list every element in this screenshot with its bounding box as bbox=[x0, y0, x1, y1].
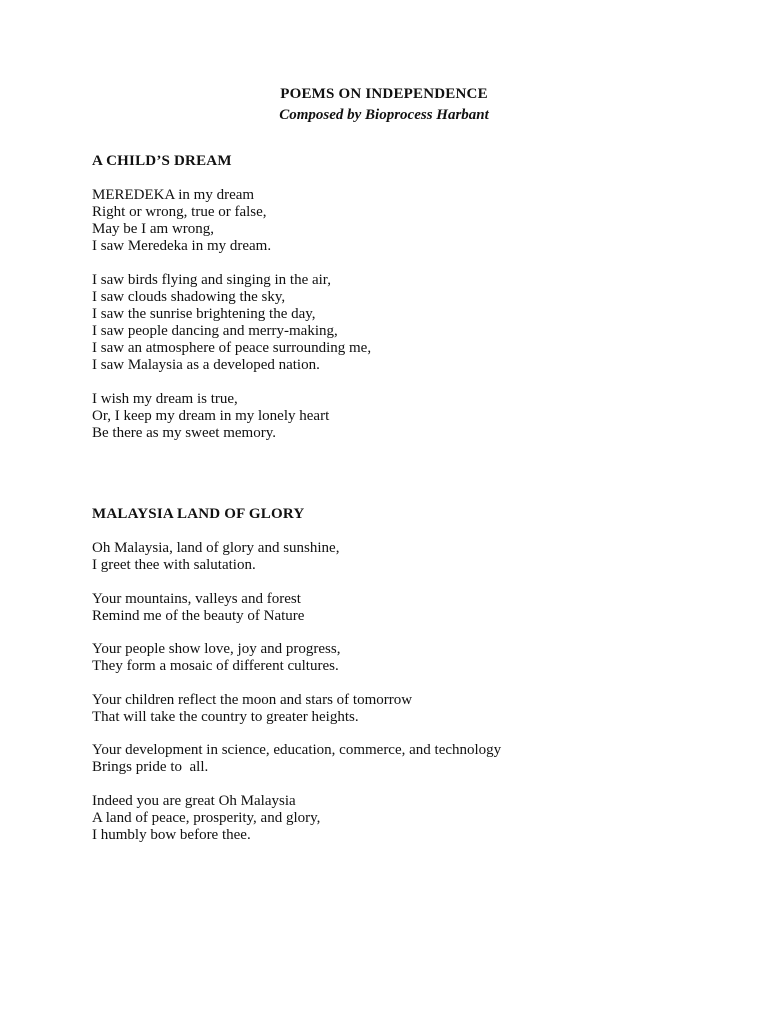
poem-line: MEREDEKA in my dream bbox=[92, 187, 255, 203]
stanza bbox=[92, 272, 712, 374]
poem-line: They form a mosaic of different cultures. bbox=[92, 658, 339, 674]
poem-line: I saw an atmosphere of peace surrounding me, bbox=[92, 340, 372, 356]
stanza bbox=[92, 391, 712, 442]
stanza bbox=[92, 641, 712, 675]
document-header bbox=[0, 84, 768, 125]
poem-line: May be I am wrong, bbox=[92, 221, 215, 237]
poem-malaysia-land-of-glory bbox=[92, 506, 712, 860]
poem-line: I saw the sunrise brightening the day, bbox=[92, 306, 316, 322]
poem-line: Your people show love, joy and progress, bbox=[92, 641, 341, 657]
poem-title: A CHILD’S DREAM bbox=[92, 153, 232, 169]
stanza bbox=[92, 793, 712, 844]
poem-line: Indeed you are great Oh Malaysia bbox=[92, 792, 296, 809]
poem-line: Remind me of the beauty of Nature bbox=[92, 607, 305, 624]
stanza bbox=[92, 742, 712, 776]
poem-childs-dream bbox=[92, 153, 712, 459]
stanza bbox=[92, 187, 712, 255]
poem-line: I saw clouds shadowing the sky, bbox=[92, 289, 286, 305]
poem-line: Be there as my sweet memory. bbox=[92, 425, 276, 441]
poem-line: I saw birds flying and singing in the air, bbox=[92, 272, 331, 288]
poem-line: Oh Malaysia, land of glory and sunshine, bbox=[92, 540, 340, 556]
poem-line: Your development in science, education, commerce, and technology bbox=[92, 742, 502, 758]
poem-line: That will take the country to greater heights. bbox=[92, 708, 359, 725]
stanza bbox=[92, 591, 712, 625]
poem-line: I humbly bow before thee. bbox=[92, 826, 251, 843]
poem-line: Brings pride to all. bbox=[92, 759, 209, 775]
poem-line: Right or wrong, true or false, bbox=[92, 204, 267, 220]
document-subtitle: Composed by Bioprocess Harbant bbox=[279, 107, 489, 123]
poem-line: I wish my dream is true, bbox=[92, 391, 238, 407]
poem-line: I greet thee with salutation. bbox=[92, 557, 256, 573]
poem-title: MALAYSIA LAND OF GLORY bbox=[92, 506, 305, 522]
poem-line: I saw Malaysia as a developed nation. bbox=[92, 357, 320, 373]
poem-line: I saw Meredeka in my dream. bbox=[92, 238, 272, 254]
poem-line: I saw people dancing and merry-making, bbox=[92, 323, 338, 339]
poem-line: Or, I keep my dream in my lonely heart bbox=[92, 408, 330, 424]
stanza bbox=[92, 540, 712, 574]
poem-line: Your mountains, valleys and forest bbox=[92, 590, 301, 607]
poem-line: A land of peace, prosperity, and glory, bbox=[92, 809, 321, 826]
poem-line: Your children reflect the moon and stars of tomorrow bbox=[92, 691, 413, 708]
document-title: POEMS ON INDEPENDENCE bbox=[280, 86, 488, 102]
stanza bbox=[92, 692, 712, 726]
